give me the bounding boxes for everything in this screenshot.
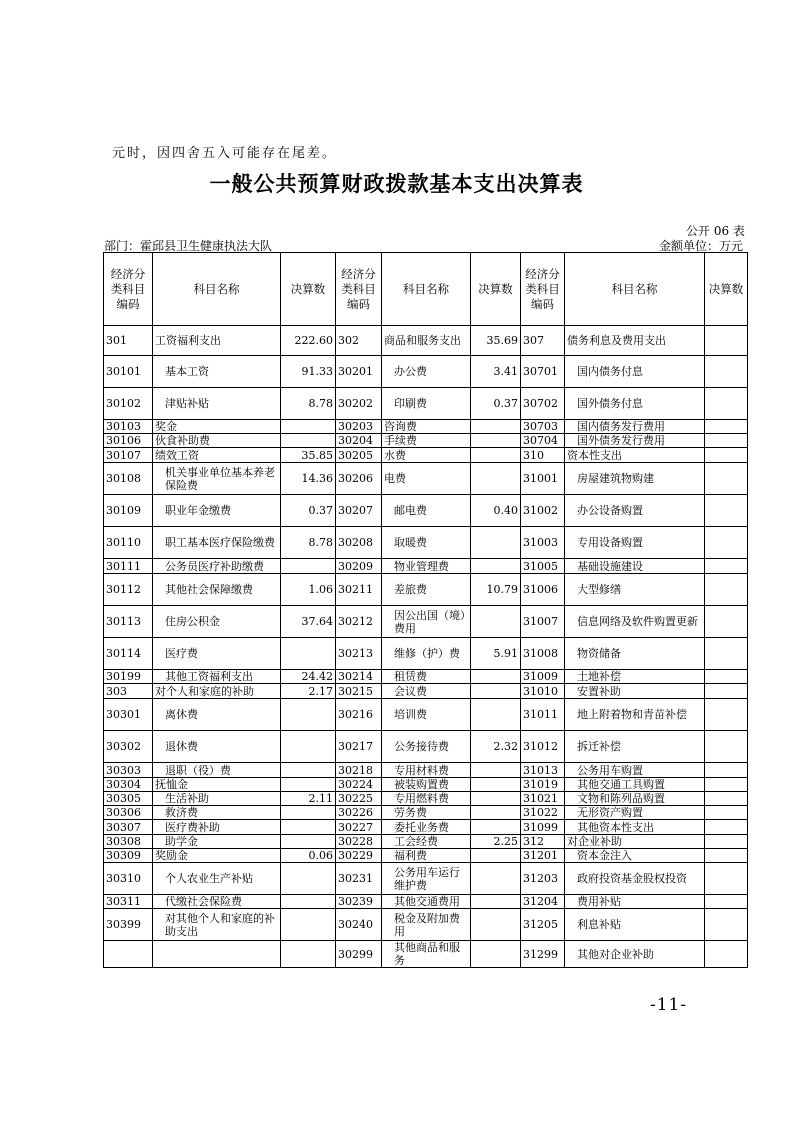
- amount-value: [281, 763, 336, 778]
- subject-name: 被装购置费: [382, 778, 471, 792]
- subject-name: 其他交通费用: [382, 895, 471, 909]
- subject-code: 30306: [104, 806, 153, 820]
- subject-name: 其他交通工具购置: [565, 778, 705, 792]
- subject-code: 31008: [521, 638, 565, 670]
- subject-code: 30239: [336, 895, 382, 909]
- subject-code: 31003: [521, 527, 565, 559]
- subject-code: 31201: [521, 849, 565, 863]
- subject-name: 生活补助: [153, 792, 281, 806]
- subject-name: 退休费: [153, 731, 281, 763]
- subject-name: 邮电费: [382, 495, 471, 527]
- subject-code: 31011: [521, 699, 565, 731]
- amount-value: [705, 574, 748, 606]
- subject-name: 手续费: [382, 434, 471, 448]
- subject-name: 利息补贴: [565, 909, 705, 941]
- subject-name: 对企业补助: [565, 835, 705, 849]
- header-code: 经济分类科目编码: [521, 253, 565, 326]
- subject-name: 专用燃料费: [382, 792, 471, 806]
- subject-code: 31010: [521, 684, 565, 699]
- subject-code: 30226: [336, 806, 382, 820]
- subject-code: 30302: [104, 731, 153, 763]
- amount-value: 91.33: [281, 356, 336, 388]
- amount-value: [471, 699, 521, 731]
- subject-name: 委托业务费: [382, 820, 471, 835]
- subject-code: 30228: [336, 835, 382, 849]
- subject-name: 其他资本性支出: [565, 820, 705, 835]
- subject-code: 30113: [104, 606, 153, 638]
- subject-name: 物资储备: [565, 638, 705, 670]
- subject-code: 30209: [336, 559, 382, 574]
- subject-name: 公务员医疗补助缴费: [153, 559, 281, 574]
- subject-code: 31012: [521, 731, 565, 763]
- amount-value: [471, 849, 521, 863]
- amount-value: 14.36: [281, 463, 336, 495]
- amount-value: [705, 463, 748, 495]
- subject-name: 代缴社会保险费: [153, 895, 281, 909]
- subject-code: 30208: [336, 527, 382, 559]
- amount-value: [705, 763, 748, 778]
- amount-value: 0.40: [471, 495, 521, 527]
- amount-value: [705, 670, 748, 684]
- subject-code: 31299: [521, 941, 565, 968]
- subject-code: 31019: [521, 778, 565, 792]
- subject-name: 工资福利支出: [153, 326, 281, 356]
- subject-name: 机关事业单位基本养老保险费: [153, 463, 281, 495]
- amount-value: 37.64: [281, 606, 336, 638]
- subject-code: 30704: [521, 434, 565, 448]
- amount-value: [705, 638, 748, 670]
- amount-value: 5.91: [471, 638, 521, 670]
- amount-value: 0.37: [281, 495, 336, 527]
- subject-name: 差旅费: [382, 574, 471, 606]
- subject-name: 基本工资: [153, 356, 281, 388]
- amount-value: [471, 763, 521, 778]
- amount-value: [471, 909, 521, 941]
- table-row: [104, 835, 748, 849]
- table-row: [104, 356, 748, 388]
- subject-name: 助学金: [153, 835, 281, 849]
- subject-code: 30201: [336, 356, 382, 388]
- subject-name: 劳务费: [382, 806, 471, 820]
- subject-code: 31006: [521, 574, 565, 606]
- subject-name: 国内债务付息: [565, 356, 705, 388]
- subject-name: 国外债务付息: [565, 388, 705, 420]
- subject-name: 其他社会保障缴费: [153, 574, 281, 606]
- subject-name: 退职（役）费: [153, 763, 281, 778]
- amount-value: [705, 559, 748, 574]
- subject-code: 30240: [336, 909, 382, 941]
- subject-code: 30308: [104, 835, 153, 849]
- table-row: [104, 434, 748, 448]
- header-amount: 决算数: [471, 253, 521, 326]
- amount-value: [281, 638, 336, 670]
- subject-code: 30309: [104, 849, 153, 863]
- subject-name: 津贴补贴: [153, 388, 281, 420]
- amount-value: [705, 434, 748, 448]
- subject-name: 其他工资福利支出: [153, 670, 281, 684]
- subject-name: 债务利息及费用支出: [565, 326, 705, 356]
- subject-name: 政府投资基金股权投资: [565, 863, 705, 895]
- subject-name: 绩效工资: [153, 448, 281, 463]
- subject-code: 30101: [104, 356, 153, 388]
- subject-code: 30206: [336, 463, 382, 495]
- amount-value: [471, 863, 521, 895]
- amount-value: [471, 420, 521, 434]
- amount-value: 1.06: [281, 574, 336, 606]
- table-row: [104, 763, 748, 778]
- subject-name: 公务用车购置: [565, 763, 705, 778]
- subject-code: 31002: [521, 495, 565, 527]
- subject-name: 福利费: [382, 849, 471, 863]
- subject-code: 30214: [336, 670, 382, 684]
- amount-value: [281, 559, 336, 574]
- amount-value: [281, 863, 336, 895]
- amount-value: [705, 792, 748, 806]
- amount-value: [705, 606, 748, 638]
- subject-name: 租赁费: [382, 670, 471, 684]
- subject-name: 专用材料费: [382, 763, 471, 778]
- amount-value: [471, 434, 521, 448]
- amount-value: [705, 820, 748, 835]
- subject-code: 30110: [104, 527, 153, 559]
- amount-value: [705, 835, 748, 849]
- subject-code: 30303: [104, 763, 153, 778]
- subject-name: 其他对企业补助: [565, 941, 705, 968]
- subject-name: 奖金: [153, 420, 281, 434]
- subject-code: 30217: [336, 731, 382, 763]
- amount-value: [705, 778, 748, 792]
- amount-value: [471, 670, 521, 684]
- subject-code: 30199: [104, 670, 153, 684]
- department-label: 部门：霍邱县卫生健康执法大队: [104, 239, 273, 253]
- amount-value: 2.25: [471, 835, 521, 849]
- subject-name: 培训费: [382, 699, 471, 731]
- subject-code: [104, 941, 153, 968]
- subject-code: 30701: [521, 356, 565, 388]
- subject-code: 30207: [336, 495, 382, 527]
- subject-code: 30218: [336, 763, 382, 778]
- subject-name: 公务接待费: [382, 731, 471, 763]
- subject-name: 咨询费: [382, 420, 471, 434]
- subject-name: 对其他个人和家庭的补助支出: [153, 909, 281, 941]
- table-row: [104, 792, 748, 806]
- amount-value: [471, 806, 521, 820]
- table-row: [104, 849, 748, 863]
- subject-name: 职工基本医疗保险缴费: [153, 527, 281, 559]
- subject-code: 31205: [521, 909, 565, 941]
- amount-value: [471, 895, 521, 909]
- amount-value: 222.60: [281, 326, 336, 356]
- header-code: 经济分类科目编码: [104, 253, 153, 326]
- subject-code: 30227: [336, 820, 382, 835]
- header-name: 科目名称: [153, 253, 281, 326]
- table-row: [104, 574, 748, 606]
- rounding-note: 元时，因四舍五入可能存在尾差。: [112, 146, 338, 161]
- amount-value: 8.78: [281, 388, 336, 420]
- page-title: 一般公共预算财政拨款基本支出决算表: [209, 172, 584, 196]
- amount-value: [471, 941, 521, 968]
- table-row: [104, 448, 748, 463]
- amount-value: [471, 606, 521, 638]
- subject-name: 信息网络及软件购置更新: [565, 606, 705, 638]
- table-row: [104, 463, 748, 495]
- subject-name: 印刷费: [382, 388, 471, 420]
- amount-value: [281, 941, 336, 968]
- subject-code: 30399: [104, 909, 153, 941]
- subject-code: 31021: [521, 792, 565, 806]
- amount-value: [281, 434, 336, 448]
- subject-name: 救济费: [153, 806, 281, 820]
- subject-name: 房屋建筑物购建: [565, 463, 705, 495]
- amount-value: 3.41: [471, 356, 521, 388]
- header-name: 科目名称: [382, 253, 471, 326]
- subject-name: 资本性支出: [565, 448, 705, 463]
- table-row: [104, 670, 748, 684]
- table-row: [104, 699, 748, 731]
- subject-name: 维修（护）费: [382, 638, 471, 670]
- amount-value: [281, 835, 336, 849]
- amount-value: [705, 731, 748, 763]
- subject-name: 国外债务发行费用: [565, 434, 705, 448]
- subject-code: 31013: [521, 763, 565, 778]
- subject-code: 31022: [521, 806, 565, 820]
- amount-value: [705, 495, 748, 527]
- subject-code: 30112: [104, 574, 153, 606]
- subject-name: 文物和陈列品购置: [565, 792, 705, 806]
- subject-code: 30310: [104, 863, 153, 895]
- subject-name: 奖励金: [153, 849, 281, 863]
- subject-name: 电费: [382, 463, 471, 495]
- table-row: [104, 909, 748, 941]
- subject-code: 30111: [104, 559, 153, 574]
- subject-name: 离休费: [153, 699, 281, 731]
- subject-code: 30107: [104, 448, 153, 463]
- amount-value: 35.85: [281, 448, 336, 463]
- amount-value: [281, 699, 336, 731]
- subject-name: 住房公积金: [153, 606, 281, 638]
- subject-name: 办公费: [382, 356, 471, 388]
- subject-name: 税金及附加费用: [382, 909, 471, 941]
- table-number: 公开 06 表: [686, 224, 745, 238]
- amount-value: [705, 699, 748, 731]
- amount-value: [471, 778, 521, 792]
- subject-name: 会议费: [382, 684, 471, 699]
- subject-code: 312: [521, 835, 565, 849]
- amount-value: [281, 909, 336, 941]
- amount-value: [705, 388, 748, 420]
- subject-code: 30106: [104, 434, 153, 448]
- subject-code: 31005: [521, 559, 565, 574]
- amount-value: 2.17: [281, 684, 336, 699]
- amount-value: 10.79: [471, 574, 521, 606]
- subject-name: 基础设施建设: [565, 559, 705, 574]
- subject-name: 职业年金缴费: [153, 495, 281, 527]
- subject-name: 其他商品和服务: [382, 941, 471, 968]
- amount-value: 2.32: [471, 731, 521, 763]
- subject-name: 办公设备购置: [565, 495, 705, 527]
- subject-code: 30102: [104, 388, 153, 420]
- subject-name: 医疗费: [153, 638, 281, 670]
- amount-value: 0.37: [471, 388, 521, 420]
- table-row: [104, 863, 748, 895]
- amount-value: [705, 941, 748, 968]
- amount-value: [705, 527, 748, 559]
- subject-name: 商品和服务支出: [382, 326, 471, 356]
- table-row: [104, 684, 748, 699]
- subject-code: 31001: [521, 463, 565, 495]
- table-row: [104, 420, 748, 434]
- subject-code: 31099: [521, 820, 565, 835]
- subject-name: 抚恤金: [153, 778, 281, 792]
- subject-code: 30108: [104, 463, 153, 495]
- table-row: [104, 606, 748, 638]
- subject-name: 水费: [382, 448, 471, 463]
- subject-name: 无形资产购置: [565, 806, 705, 820]
- amount-value: 8.78: [281, 527, 336, 559]
- subject-code: 30114: [104, 638, 153, 670]
- subject-code: 30703: [521, 420, 565, 434]
- amount-value: [705, 895, 748, 909]
- subject-code: 303: [104, 684, 153, 699]
- subject-code: 30109: [104, 495, 153, 527]
- header-amount: 决算数: [281, 253, 336, 326]
- subject-name: 大型修缮: [565, 574, 705, 606]
- subject-name: 地上附着物和青苗补偿: [565, 699, 705, 731]
- amount-value: [281, 820, 336, 835]
- amount-value: [705, 863, 748, 895]
- amount-value: 24.42: [281, 670, 336, 684]
- amount-value: [281, 778, 336, 792]
- table-row: [104, 326, 748, 356]
- amount-value: [471, 463, 521, 495]
- subject-code: 301: [104, 326, 153, 356]
- subject-name: 对个人和家庭的补助: [153, 684, 281, 699]
- subject-code: 30202: [336, 388, 382, 420]
- amount-value: [471, 527, 521, 559]
- subject-name: 费用补贴: [565, 895, 705, 909]
- amount-value: [705, 420, 748, 434]
- subject-code: 30212: [336, 606, 382, 638]
- header-name: 科目名称: [565, 253, 705, 326]
- subject-name: 医疗费补助: [153, 820, 281, 835]
- table-row: [104, 527, 748, 559]
- amount-value: [705, 326, 748, 356]
- header-code: 经济分类科目编码: [336, 253, 382, 326]
- subject-code: 30307: [104, 820, 153, 835]
- subject-name: [153, 941, 281, 968]
- subject-code: 30224: [336, 778, 382, 792]
- amount-value: 2.11: [281, 792, 336, 806]
- subject-name: 专用设备购置: [565, 527, 705, 559]
- subject-code: 30204: [336, 434, 382, 448]
- subject-name: 公务用车运行维护费: [382, 863, 471, 895]
- subject-name: 资本金注入: [565, 849, 705, 863]
- subject-code: 30304: [104, 778, 153, 792]
- subject-code: 30311: [104, 895, 153, 909]
- subject-name: 因公出国（境）费用: [382, 606, 471, 638]
- subject-code: 30229: [336, 849, 382, 863]
- amount-value: [705, 684, 748, 699]
- amount-value: [705, 448, 748, 463]
- table-row: [104, 559, 748, 574]
- subject-code: 30205: [336, 448, 382, 463]
- subject-code: 31204: [521, 895, 565, 909]
- table-row: [104, 495, 748, 527]
- table-header-row: [104, 253, 748, 326]
- page-number: -11-: [650, 995, 688, 1015]
- subject-code: 31203: [521, 863, 565, 895]
- subject-code: 30203: [336, 420, 382, 434]
- subject-code: 307: [521, 326, 565, 356]
- table-row: [104, 806, 748, 820]
- subject-code: 30301: [104, 699, 153, 731]
- subject-code: 30702: [521, 388, 565, 420]
- subject-code: 30211: [336, 574, 382, 606]
- subject-name: 拆迁补偿: [565, 731, 705, 763]
- table-body: [104, 326, 748, 968]
- amount-value: [705, 849, 748, 863]
- budget-table: [103, 252, 748, 968]
- subject-name: 个人农业生产补贴: [153, 863, 281, 895]
- amount-unit-label: 金额单位：万元: [659, 239, 744, 253]
- amount-value: [281, 895, 336, 909]
- subject-name: 安置补助: [565, 684, 705, 699]
- amount-value: [281, 731, 336, 763]
- subject-code: 30225: [336, 792, 382, 806]
- subject-code: 310: [521, 448, 565, 463]
- amount-value: [281, 806, 336, 820]
- amount-value: [471, 792, 521, 806]
- subject-name: 取暖费: [382, 527, 471, 559]
- subject-code: 30299: [336, 941, 382, 968]
- amount-value: [471, 684, 521, 699]
- amount-value: [471, 820, 521, 835]
- amount-value: 0.06: [281, 849, 336, 863]
- amount-value: [705, 356, 748, 388]
- subject-code: 31009: [521, 670, 565, 684]
- subject-code: 302: [336, 326, 382, 356]
- subject-name: 土地补偿: [565, 670, 705, 684]
- subject-code: 30213: [336, 638, 382, 670]
- subject-code: 31007: [521, 606, 565, 638]
- amount-value: [471, 559, 521, 574]
- subject-name: 物业管理费: [382, 559, 471, 574]
- header-amount: 决算数: [705, 253, 748, 326]
- amount-value: [705, 909, 748, 941]
- amount-value: [705, 806, 748, 820]
- amount-value: [471, 448, 521, 463]
- subject-name: 国内债务发行费用: [565, 420, 705, 434]
- subject-code: 30216: [336, 699, 382, 731]
- subject-code: 30305: [104, 792, 153, 806]
- table-row: [104, 388, 748, 420]
- amount-value: 35.69: [471, 326, 521, 356]
- subject-code: 30215: [336, 684, 382, 699]
- table-row: [104, 731, 748, 763]
- table-row: [104, 820, 748, 835]
- amount-value: [281, 420, 336, 434]
- subject-code: 30231: [336, 863, 382, 895]
- table-row: [104, 778, 748, 792]
- subject-name: 工会经费: [382, 835, 471, 849]
- table-row: [104, 638, 748, 670]
- table-row: [104, 941, 748, 968]
- subject-name: 伙食补助费: [153, 434, 281, 448]
- subject-code: 30103: [104, 420, 153, 434]
- table-row: [104, 895, 748, 909]
